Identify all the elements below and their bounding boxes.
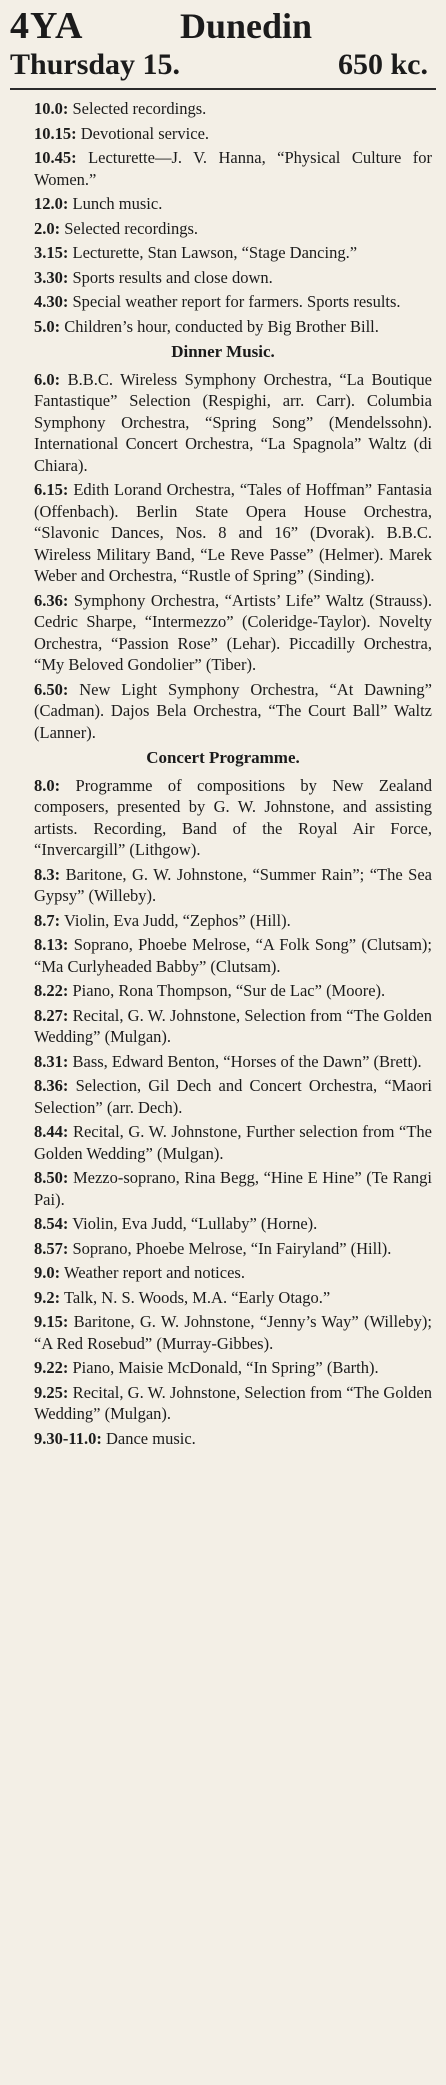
section-heading: Dinner Music. — [171, 342, 275, 361]
program-entry — [10, 910, 436, 932]
entry-description: Recital, G. W. Johnstone, Further selection from “The Golden Wedding” (Mulgan). — [34, 1122, 432, 1163]
entry-time: 9.22: — [34, 1358, 69, 1377]
broadcast-day: Thursday 15. — [10, 48, 181, 81]
entry-description: Dance music. — [105, 1428, 196, 1448]
program-entry — [10, 242, 436, 264]
program-entry — [10, 1005, 436, 1048]
entry-time: 4.30: — [34, 292, 69, 311]
station-callsign: 4YA — [10, 5, 84, 47]
program-entry — [10, 267, 436, 289]
program-entry — [10, 1075, 436, 1118]
entry-time: 9.0: — [34, 1263, 61, 1282]
program-entry — [10, 1167, 436, 1210]
entry-time: 9.25: — [34, 1382, 69, 1402]
program-entry — [10, 864, 436, 907]
entry-description: Soprano, Phoebe Melrose, “In Fairyland” (Hill). — [72, 1238, 392, 1258]
entry-time: 8.3: — [34, 864, 61, 884]
entry-time: 8.13: — [34, 935, 69, 954]
entry-description: Sports results and close down. — [72, 267, 273, 287]
entry-description: Symphony Orchestra, “Artists’ Life” Waltz (Strauss). Cedric Sharpe, “Intermezzo” (Coleridge-Taylor). Novelty Orchestra, “Passion Rose” (Lehar). Piccadilly Orchestra, “My Beloved Gondolier” (Tiber). — [34, 590, 432, 674]
entry-description: Talk, N. S. Woods, M.A. “Early Otago.” — [63, 1287, 331, 1307]
program-entry — [10, 479, 436, 587]
entry-description: Weather report and notices. — [63, 1263, 245, 1282]
entry-time: 8.31: — [34, 1051, 69, 1071]
entry-description: Bass, Edward Benton, “Horses of the Dawn” (Brett). — [72, 1051, 422, 1071]
entry-time: 3.15: — [34, 243, 69, 262]
entry-time: 9.30-11.0: — [34, 1428, 102, 1448]
entry-description: Recital, G. W. Johnstone, Selection from “The Golden Wedding” (Mulgan). — [34, 1005, 432, 1046]
program-entry — [10, 775, 436, 861]
entry-time: 6.0: — [34, 369, 61, 389]
station-city: Dunedin — [180, 6, 313, 46]
program-entry — [10, 1121, 436, 1164]
program-entry — [10, 1428, 436, 1450]
program-entry — [10, 980, 436, 1002]
entry-description: Selected recordings. — [72, 99, 207, 118]
program-list — [10, 98, 436, 1449]
entry-description: Violin, Eva Judd, “Lullaby” (Horne). — [72, 1214, 318, 1233]
station-header — [10, 4, 436, 48]
entry-time: 6.50: — [34, 679, 69, 699]
entry-time: 8.7: — [34, 910, 61, 930]
program-entry — [10, 1262, 436, 1284]
entry-description: Piano, Rona Thompson, “Sur de Lac” (Moore). — [72, 981, 386, 1000]
entry-description: New Light Symphony Orchestra, “At Dawning” (Cadman). Dajos Bela Orchestra, “The Court Ball” Waltz (Lanner). — [34, 679, 432, 742]
program-entry — [10, 1287, 436, 1309]
program-entry — [10, 291, 436, 313]
entry-description: B.B.C. Wireless Symphony Orchestra, “La Boutique Fantastique” Selection (Respighi, arr. Carr). Columbia Symphony Orchestra, “Spring Song” (Mendelssohn). International Concert Orchestra, “La Spagnola” Waltz (di Chiara). — [34, 369, 432, 475]
program-entry — [10, 98, 436, 120]
entry-time: 8.27: — [34, 1005, 69, 1025]
entry-description: Programme of compositions by New Zealand composers, presented by G. W. Johnstone, and assisting artists. Recording, Band of the Royal Air Force, “Invercargill” (Lithgow). — [34, 775, 432, 859]
program-entry — [10, 123, 436, 145]
program-entry — [10, 679, 436, 744]
program-entry — [10, 1213, 436, 1235]
entry-description: Violin, Eva Judd, “Zephos” (Hill). — [63, 910, 291, 930]
entry-time: 9.15: — [34, 1312, 69, 1331]
entry-description: Special weather report for farmers. Sports results. — [72, 292, 401, 311]
entry-description: Selected recordings. — [64, 218, 199, 238]
entry-time: 10.45: — [34, 148, 77, 167]
program-entry — [10, 1357, 436, 1379]
entry-time: 12.0: — [34, 194, 69, 213]
entry-time: 8.54: — [34, 1214, 69, 1233]
entry-description: Lecturette, Stan Lawson, “Stage Dancing.” — [72, 243, 358, 262]
program-entry — [10, 147, 436, 190]
program-entry — [10, 218, 436, 240]
program-entry — [10, 193, 436, 215]
program-entry — [10, 1382, 436, 1425]
program-entry — [10, 934, 436, 977]
program-entry — [10, 369, 436, 477]
program-entry — [10, 316, 436, 338]
entry-time: 8.44: — [34, 1122, 69, 1141]
entry-time: 8.57: — [34, 1238, 69, 1258]
program-entry — [10, 1311, 436, 1354]
entry-description: Piano, Maisie McDonald, “In Spring” (Barth). — [72, 1358, 379, 1377]
section-heading: Concert Programme. — [146, 748, 300, 767]
entry-description: Lecturette—J. V. Hanna, “Physical Culture for Women.” — [34, 148, 433, 189]
entry-description: Selection, Gil Dech and Concert Orchestra, “Maori Selection” (arr. Dech). — [34, 1076, 432, 1117]
program-entry — [10, 1238, 436, 1260]
entry-time: 8.50: — [34, 1168, 69, 1187]
entry-description: Baritone, G. W. Johnstone, “Jenny’s Way” (Willeby); “A Red Rosebud” (Murray-Gibbes). — [34, 1312, 433, 1353]
entry-time: 6.36: — [34, 590, 69, 610]
entry-description: Recital, G. W. Johnstone, Selection from “The Golden Wedding” (Mulgan). — [34, 1382, 432, 1423]
entry-time: 8.0: — [34, 775, 61, 795]
entry-description: Mezzo-soprano, Rina Begg, “Hine E Hine” (Te Rangi Pai). — [34, 1168, 432, 1209]
header-divider — [10, 88, 436, 90]
entry-description: Baritone, G. W. Johnstone, “Summer Rain”; “The Sea Gypsy” (Willeby). — [34, 864, 433, 905]
entry-time: 10.0: — [34, 99, 69, 118]
entry-time: 8.36: — [34, 1076, 69, 1095]
entry-time: 2.0: — [34, 218, 61, 238]
date-frequency-row — [10, 48, 436, 84]
program-entry — [10, 590, 436, 676]
entry-time: 10.15: — [34, 123, 77, 143]
entry-time: 5.0: — [34, 316, 61, 336]
entry-time: 8.22: — [34, 981, 69, 1000]
entry-description: Lunch music. — [72, 194, 163, 213]
entry-description: Devotional service. — [80, 123, 210, 143]
entry-time: 3.30: — [34, 267, 69, 287]
entry-description: Children’s hour, conducted by Big Brother Bill. — [64, 316, 379, 336]
entry-time: 6.15: — [34, 480, 69, 499]
entry-description: Edith Lorand Orchestra, “Tales of Hoffman” Fantasia (Offenbach). Berlin State Opera House Orchestra, “Slavonic Dances, Nos. 8 and 16” (Dvorak). B.B.C. Wireless Military Band, “Le Reve Passe” (Helmer). Marek Weber and Orchestra, “Rustle of Spring” (Sinding). — [34, 480, 433, 585]
program-entry — [10, 1051, 436, 1073]
entry-description: Soprano, Phoebe Melrose, “A Folk Song” (Clutsam); “Ma Curlyheaded Babby” (Clutsam). — [34, 935, 433, 976]
frequency-label: 650 kc. — [338, 48, 428, 81]
entry-time: 9.2: — [34, 1287, 61, 1307]
